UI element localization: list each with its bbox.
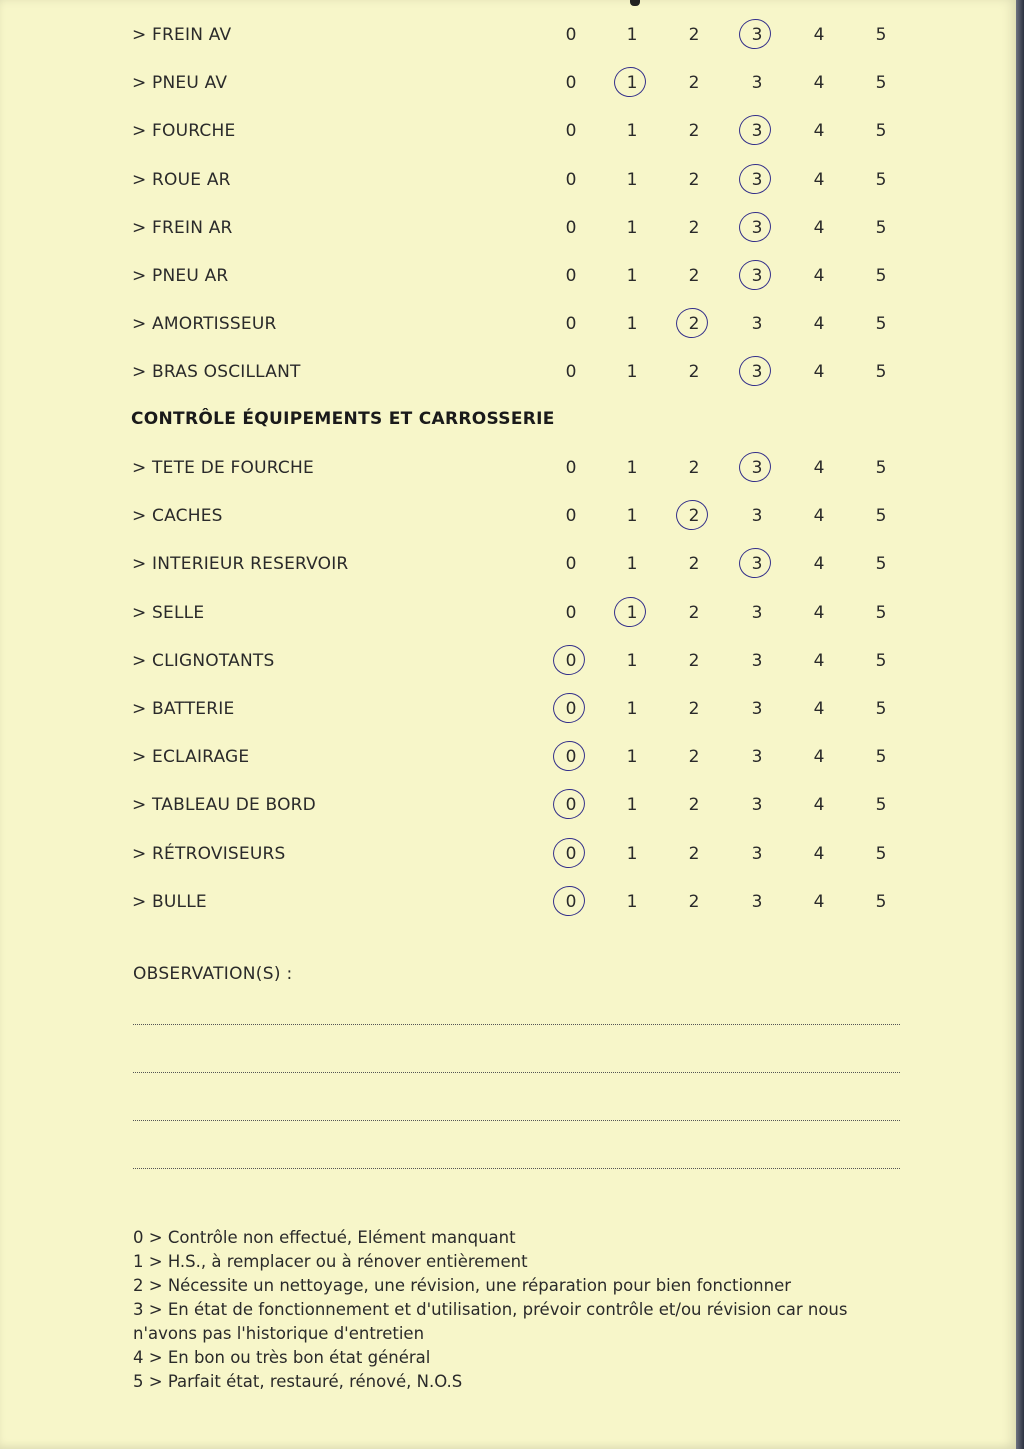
legend-item: 4 > En bon ou très bon état général xyxy=(133,1348,431,1367)
checklist-row xyxy=(0,506,1016,536)
score-option[interactable]: 5 xyxy=(875,843,887,864)
checklist-row xyxy=(0,73,1016,103)
observations-title: OBSERVATION(S) : xyxy=(133,964,293,984)
score-option[interactable]: 2 xyxy=(688,650,700,671)
score-option[interactable]: 0 xyxy=(565,73,577,94)
score-option[interactable]: 4 xyxy=(813,266,825,286)
score-option[interactable]: 5 xyxy=(875,169,887,190)
score-option[interactable]: 1 xyxy=(626,217,638,238)
score-option[interactable]: 2 xyxy=(688,891,700,912)
score-option[interactable]: 4 xyxy=(813,795,825,816)
checklist-row xyxy=(0,554,1016,584)
score-option[interactable]: 0 xyxy=(565,25,577,45)
row-label: > TABLEAU DE BORD xyxy=(132,795,316,816)
score-option[interactable]: 3 xyxy=(751,699,763,719)
row-label: > AMORTISSEUR xyxy=(132,314,277,335)
score-option[interactable]: 4 xyxy=(813,314,825,335)
score-option[interactable]: 4 xyxy=(813,73,825,94)
score-circled[interactable]: 0 xyxy=(559,795,583,815)
score-option[interactable]: 2 xyxy=(688,169,700,190)
score-option[interactable]: 3 xyxy=(751,602,763,623)
observation-line xyxy=(133,1120,900,1121)
score-circled[interactable]: 3 xyxy=(745,266,769,286)
score-option[interactable]: 5 xyxy=(875,458,887,478)
score-option[interactable]: 0 xyxy=(565,458,577,478)
row-label: > TETE DE FOURCHE xyxy=(132,458,314,478)
row-label: > ROUE AR xyxy=(132,169,231,190)
score-option[interactable]: 5 xyxy=(875,554,887,575)
score-option[interactable]: 2 xyxy=(688,121,700,142)
legend-item: 1 > H.S., à remplacer ou à rénover entièrement xyxy=(133,1252,528,1271)
legend-item: 2 > Nécessite un nettoyage, une révision, une réparation pour bien fonctionner xyxy=(133,1276,792,1295)
score-option[interactable]: 0 xyxy=(565,217,577,238)
score-option[interactable]: 5 xyxy=(875,362,887,383)
score-option[interactable]: 2 xyxy=(688,217,700,238)
score-option[interactable]: 4 xyxy=(813,554,825,575)
score-option[interactable]: 0 xyxy=(565,506,577,527)
score-circled[interactable]: 3 xyxy=(745,170,769,190)
checklist-row xyxy=(0,892,1016,922)
score-option[interactable]: 3 xyxy=(751,73,763,94)
score-option[interactable]: 0 xyxy=(565,554,577,575)
score-option[interactable]: 2 xyxy=(688,73,700,94)
score-option[interactable]: 5 xyxy=(875,650,887,671)
row-label: > CLIGNOTANTS xyxy=(132,650,275,671)
score-option[interactable]: 5 xyxy=(875,891,887,912)
checklist-row xyxy=(0,651,1016,681)
score-option[interactable]: 2 xyxy=(688,747,700,768)
score-circled[interactable]: 3 xyxy=(745,554,769,574)
score-option[interactable]: 3 xyxy=(751,650,763,671)
score-option[interactable]: 2 xyxy=(688,554,700,575)
score-circled[interactable]: 2 xyxy=(682,506,706,526)
legend-item: 0 > Contrôle non effectué, Elément manquant xyxy=(133,1228,516,1247)
score-option[interactable]: 1 xyxy=(626,699,638,719)
score-option[interactable]: 5 xyxy=(875,602,887,623)
score-option[interactable]: 2 xyxy=(688,458,700,478)
score-option[interactable]: 4 xyxy=(813,458,825,478)
score-option[interactable]: 5 xyxy=(875,699,887,719)
score-circled[interactable]: 0 xyxy=(559,699,583,719)
score-option[interactable]: 4 xyxy=(813,699,825,719)
row-label: > FOURCHE xyxy=(132,121,236,142)
score-circled[interactable]: 3 xyxy=(745,362,769,382)
score-option[interactable]: 4 xyxy=(813,169,825,190)
score-circled[interactable]: 3 xyxy=(745,25,769,45)
row-label: > CACHES xyxy=(132,506,223,527)
score-option[interactable]: 4 xyxy=(813,891,825,912)
score-option[interactable]: 0 xyxy=(565,602,577,623)
checklist-row xyxy=(0,170,1016,200)
score-option[interactable]: 2 xyxy=(688,795,700,816)
checklist-row xyxy=(0,795,1016,825)
score-option[interactable]: 3 xyxy=(751,843,763,864)
score-option[interactable]: 1 xyxy=(626,362,638,383)
score-option[interactable]: 3 xyxy=(751,314,763,335)
score-option[interactable]: 1 xyxy=(626,314,638,335)
row-label: > INTERIEUR RESERVOIR xyxy=(132,554,349,575)
score-option[interactable]: 1 xyxy=(626,266,638,286)
score-option[interactable]: 4 xyxy=(813,362,825,383)
score-option[interactable]: 1 xyxy=(626,554,638,575)
score-option[interactable]: 1 xyxy=(626,650,638,671)
score-circled[interactable]: 0 xyxy=(559,651,583,671)
score-option[interactable]: 3 xyxy=(751,506,763,527)
score-option[interactable]: 1 xyxy=(626,121,638,142)
section-heading: CONTRÔLE ÉQUIPEMENTS ET CARROSSERIE xyxy=(131,409,555,429)
score-circled[interactable]: 1 xyxy=(620,73,644,93)
score-option[interactable]: 5 xyxy=(875,217,887,238)
score-option[interactable]: 4 xyxy=(813,25,825,45)
checklist-row xyxy=(0,603,1016,633)
score-circled[interactable]: 2 xyxy=(682,314,706,334)
row-label: > FREIN AR xyxy=(132,217,233,238)
score-option[interactable]: 2 xyxy=(688,602,700,623)
score-option[interactable]: 4 xyxy=(813,217,825,238)
observation-line xyxy=(133,1168,900,1169)
score-option[interactable]: 1 xyxy=(626,843,638,864)
score-option[interactable]: 1 xyxy=(626,169,638,190)
checklist-row xyxy=(0,458,1016,488)
row-label: > BRAS OSCILLANT xyxy=(132,362,301,383)
row-label: > RÉTROVISEURS xyxy=(132,843,286,864)
score-option[interactable]: 5 xyxy=(875,747,887,768)
legend xyxy=(133,1226,893,1394)
checklist-row xyxy=(0,699,1016,729)
checklist-row xyxy=(0,362,1016,392)
row-label: > BULLE xyxy=(132,891,207,912)
row-label: > FREIN AV xyxy=(132,25,232,45)
checklist-row xyxy=(0,747,1016,777)
score-option[interactable]: 5 xyxy=(875,506,887,527)
score-option[interactable]: 1 xyxy=(626,506,638,527)
row-label: > PNEU AV xyxy=(132,73,228,94)
score-option[interactable]: 4 xyxy=(813,650,825,671)
score-option[interactable]: 2 xyxy=(688,25,700,45)
score-circled[interactable]: 0 xyxy=(559,747,583,767)
score-option[interactable]: 5 xyxy=(875,795,887,816)
checklist-row xyxy=(0,844,1016,874)
score-option[interactable]: 3 xyxy=(751,795,763,816)
score-circled[interactable]: 3 xyxy=(745,218,769,238)
observation-line xyxy=(133,1072,900,1073)
score-option[interactable]: 4 xyxy=(813,121,825,142)
score-option[interactable]: 2 xyxy=(688,699,700,719)
score-circled[interactable]: 0 xyxy=(559,892,583,912)
score-option[interactable]: 1 xyxy=(626,795,638,816)
score-circled[interactable]: 0 xyxy=(559,844,583,864)
row-label: > SELLE xyxy=(132,602,205,623)
score-option[interactable]: 2 xyxy=(688,362,700,383)
score-option[interactable]: 0 xyxy=(565,362,577,383)
row-label: > ECLAIRAGE xyxy=(132,747,250,768)
score-option[interactable]: 1 xyxy=(626,25,638,45)
legend-item: 3 > En état de fonctionnement et d'utilisation, prévoir contrôle et/ou révision car nous n'avons pas l'historique d'entretien xyxy=(133,1300,848,1343)
score-option[interactable]: 3 xyxy=(751,891,763,912)
paper-mark xyxy=(630,0,640,6)
score-option[interactable]: 5 xyxy=(875,73,887,94)
observation-line xyxy=(133,1024,900,1025)
score-option[interactable]: 0 xyxy=(565,314,577,335)
paper-edge xyxy=(1016,0,1024,1449)
score-circled[interactable]: 3 xyxy=(745,458,769,478)
score-option[interactable]: 4 xyxy=(813,602,825,623)
checklist-row xyxy=(0,121,1016,151)
checklist-row xyxy=(0,218,1016,248)
score-option[interactable]: 5 xyxy=(875,314,887,335)
score-option[interactable]: 2 xyxy=(688,843,700,864)
score-option[interactable]: 3 xyxy=(751,747,763,768)
score-option[interactable]: 0 xyxy=(565,266,577,286)
score-option[interactable]: 1 xyxy=(626,747,638,768)
checklist-row xyxy=(0,266,1016,296)
score-option[interactable]: 0 xyxy=(565,121,577,142)
row-label: > BATTERIE xyxy=(132,699,235,719)
score-option[interactable]: 4 xyxy=(813,843,825,864)
legend-item: 5 > Parfait état, restauré, rénové, N.O.S xyxy=(133,1372,463,1391)
score-option[interactable]: 0 xyxy=(565,169,577,190)
score-option[interactable]: 5 xyxy=(875,121,887,142)
score-option[interactable]: 4 xyxy=(813,506,825,527)
score-option[interactable]: 1 xyxy=(626,458,638,478)
score-option[interactable]: 5 xyxy=(875,25,887,45)
checklist-row xyxy=(0,314,1016,344)
row-label: > PNEU AR xyxy=(132,266,229,286)
score-circled[interactable]: 3 xyxy=(745,121,769,141)
checklist-row xyxy=(0,25,1016,55)
score-option[interactable]: 1 xyxy=(626,891,638,912)
score-option[interactable]: 4 xyxy=(813,747,825,768)
score-option[interactable]: 2 xyxy=(688,266,700,286)
score-option[interactable]: 5 xyxy=(875,266,887,286)
score-circled[interactable]: 1 xyxy=(620,603,644,623)
